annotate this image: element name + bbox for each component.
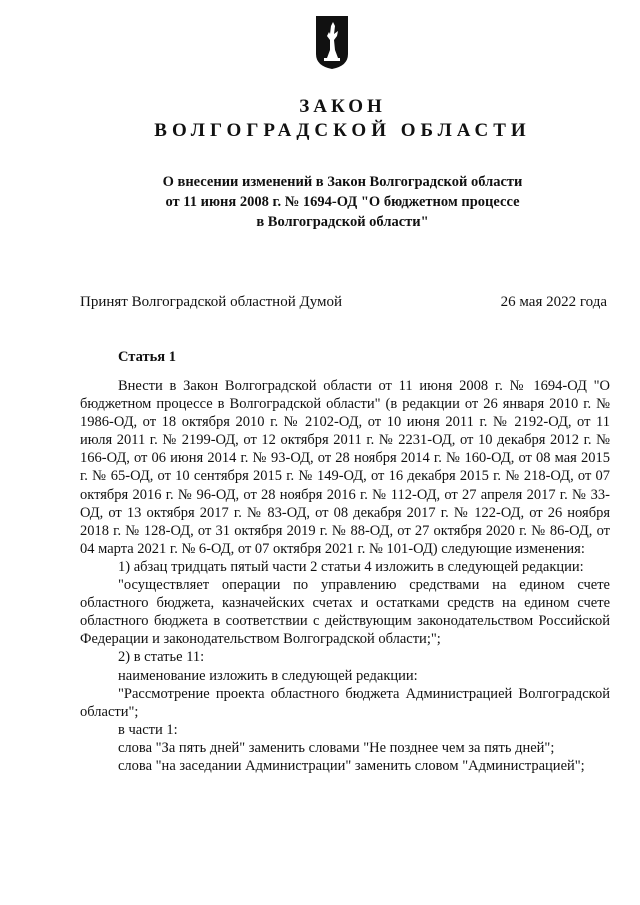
- subtitle-line: в Волгоградской области": [256, 214, 429, 230]
- article-paragraph: "Рассмотрение проекта областного бюджета Администрацией Волгоградской области";: [80, 685, 610, 720]
- subtitle-line: О внесении изменений в Закон Волгоградской области: [162, 174, 523, 190]
- article-paragraph: слова "За пять дней" заменить словами "Не позднее чем за пять дней";: [118, 739, 555, 756]
- adoption-line: [80, 292, 607, 312]
- law-subtitle: [0, 172, 640, 232]
- article-paragraph: "осуществляет операции по управлению средствами на едином счете областного бюджета, казначейских счетах и остатками средств на едином счете областного бюджета в соответствии с действующим законодательством Российской Федерации и законодательством Волгоградской области;";: [80, 577, 610, 648]
- adoption-date: 26 мая 2022 года: [500, 294, 607, 310]
- region-title: ВОЛГОГРАДСКОЙ ОБЛАСТИ: [154, 120, 531, 141]
- volgograd-emblem-icon: [315, 14, 349, 70]
- adopted-by: Принят Волгоградской областной Думой: [80, 294, 343, 310]
- article-heading: Статья 1: [118, 349, 176, 365]
- article-paragraph: в части 1:: [118, 721, 178, 738]
- article-paragraph: 2) в статье 11:: [118, 649, 205, 666]
- law-title: ЗАКОН: [299, 96, 386, 117]
- article-paragraph: Внести в Закон Волгоградской области от 11 июня 2008 г. № 1694-ОД "О бюджетном процессе в Волгоградской области" (в редакции от 26 января 2010 г. № 1986-ОД, от 18 октября 2010 г. № 2102-ОД, от 10 июня 2011 г. № 2192-ОД, от 11 июля 2011 г. № 2199-ОД, от 12 октября 2011 г. № 2231-ОД, от 10 декабря 2012 г. № 166-ОД, от 06 июня 2014 г. № 93-ОД, от 28 ноября 2014 г. № 160-ОД, от 08 мая 2015 г. № 65-ОД, от 10 сентября 2015 г. № 149-ОД, от 16 декабря 2015 г. № 218-ОД, от 07 октября 2016 г. № 96-ОД, от 28 ноября 2016 г. № 112-ОД, от 27 апреля 2017 г. № 33-ОД, от 13 октября 2017 г. № 83-ОД, от 08 декабря 2017 г. № 122-ОД, от 26 ноября 2018 г. № 128-ОД, от 31 октября 2019 г. № 88-ОД, от 27 октября 2020 г. № 86-ОД, от 04 марта 2021 г. № 6-ОД, от 07 октября 2021 г. № 101-ОД) следующие изменения:: [80, 378, 610, 557]
- article-paragraph: наименование изложить в следующей редакции:: [118, 667, 418, 684]
- article-paragraph: 1) абзац тридцать пятый части 2 статьи 4 изложить в следующей редакции:: [118, 558, 584, 575]
- article-body: [80, 377, 610, 775]
- article-paragraph: слова "на заседании Администрации" заменить словом "Администрацией";: [118, 757, 585, 774]
- subtitle-line: от 11 июня 2008 г. № 1694-ОД "О бюджетном процессе: [165, 194, 520, 210]
